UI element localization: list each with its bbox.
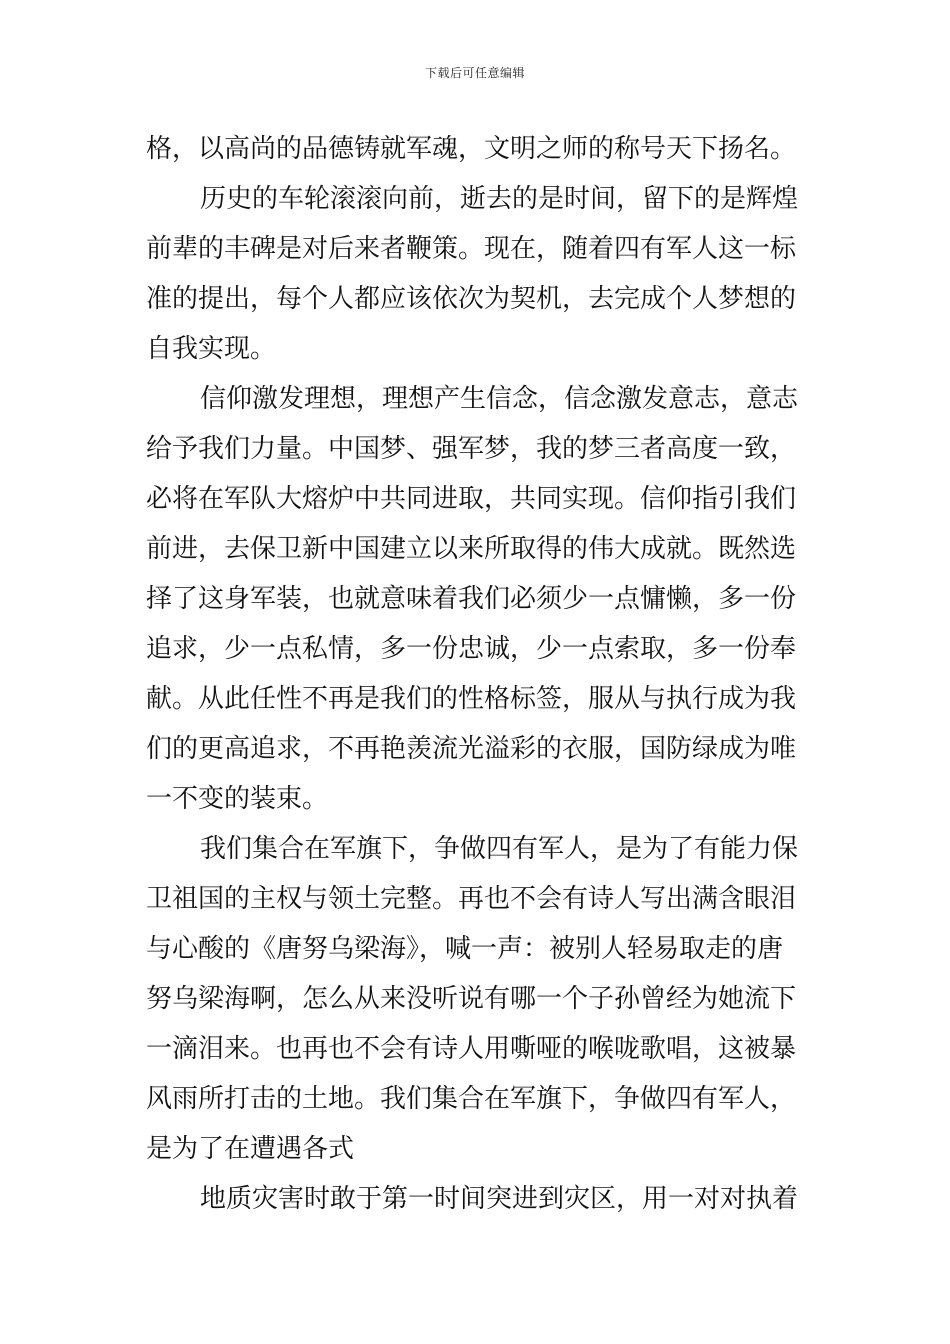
page-header: 下载后可任意编辑 — [424, 66, 525, 80]
text-line: 与心酸的《唐努乌梁海》，喊一声：被别人轻易取走的唐 — [146, 934, 784, 964]
document-body — [146, 124, 808, 1224]
text-line: 努乌梁海啊，怎么从来没听说有哪一个子孙曾经为她流下 — [146, 984, 797, 1014]
text-line: 一不变的装束。 — [146, 784, 329, 814]
text-line: 是为了在遭遇各式 — [146, 1134, 355, 1164]
text-line: 地质灾害时敢于第一时间突进到灾区，用一对对执着 — [200, 1184, 799, 1214]
text-line: 我们集合在军旗下，争做四有军人，是为了有能力保 — [200, 834, 799, 864]
text-line: 给予我们力量。中国梦、强军梦，我的梦三者高度一致， — [146, 434, 797, 464]
text-line: 择了这身军装，也就意味着我们必须少一点慵懒，多一份 — [146, 584, 797, 614]
text-line: 必将在军队大熔炉中共同进取，共同实现。信仰指引我们 — [146, 484, 797, 514]
text-line: 信仰激发理想，理想产生信念，信念激发意志，意志 — [200, 384, 799, 414]
text-line: 前进，去保卫新中国建立以来所取得的伟大成就。既然选 — [146, 534, 797, 564]
text-line: 追求，少一点私情，多一份忠诚，少一点索取，多一份奉 — [146, 634, 797, 664]
text-line: 历史的车轮滚滚向前，逝去的是时间，留下的是辉煌 — [200, 184, 799, 214]
text-line: 风雨所打击的土地。我们集合在军旗下，争做四有军人， — [146, 1084, 797, 1114]
text-line: 前辈的丰碑是对后来者鞭策。现在，随着四有军人这一标 — [146, 234, 797, 264]
text-line: 格，以高尚的品德铸就军魂，文明之师的称号天下扬名。 — [146, 134, 797, 164]
text-line: 卫祖国的主权与领土完整。再也不会有诗人写出满含眼泪 — [146, 884, 797, 914]
text-line: 一滴泪来。也再也不会有诗人用嘶哑的喉咙歌唱，这被暴 — [146, 1034, 797, 1064]
text-line: 们的更高追求，不再艳羡流光溢彩的衣服，国防绿成为唯 — [146, 734, 797, 764]
text-line: 自我实现。 — [146, 334, 277, 364]
text-line: 献。从此任性不再是我们的性格标签，服从与执行成为我 — [146, 684, 797, 714]
text-line: 准的提出，每个人都应该依次为契机，去完成个人梦想的 — [146, 284, 797, 314]
